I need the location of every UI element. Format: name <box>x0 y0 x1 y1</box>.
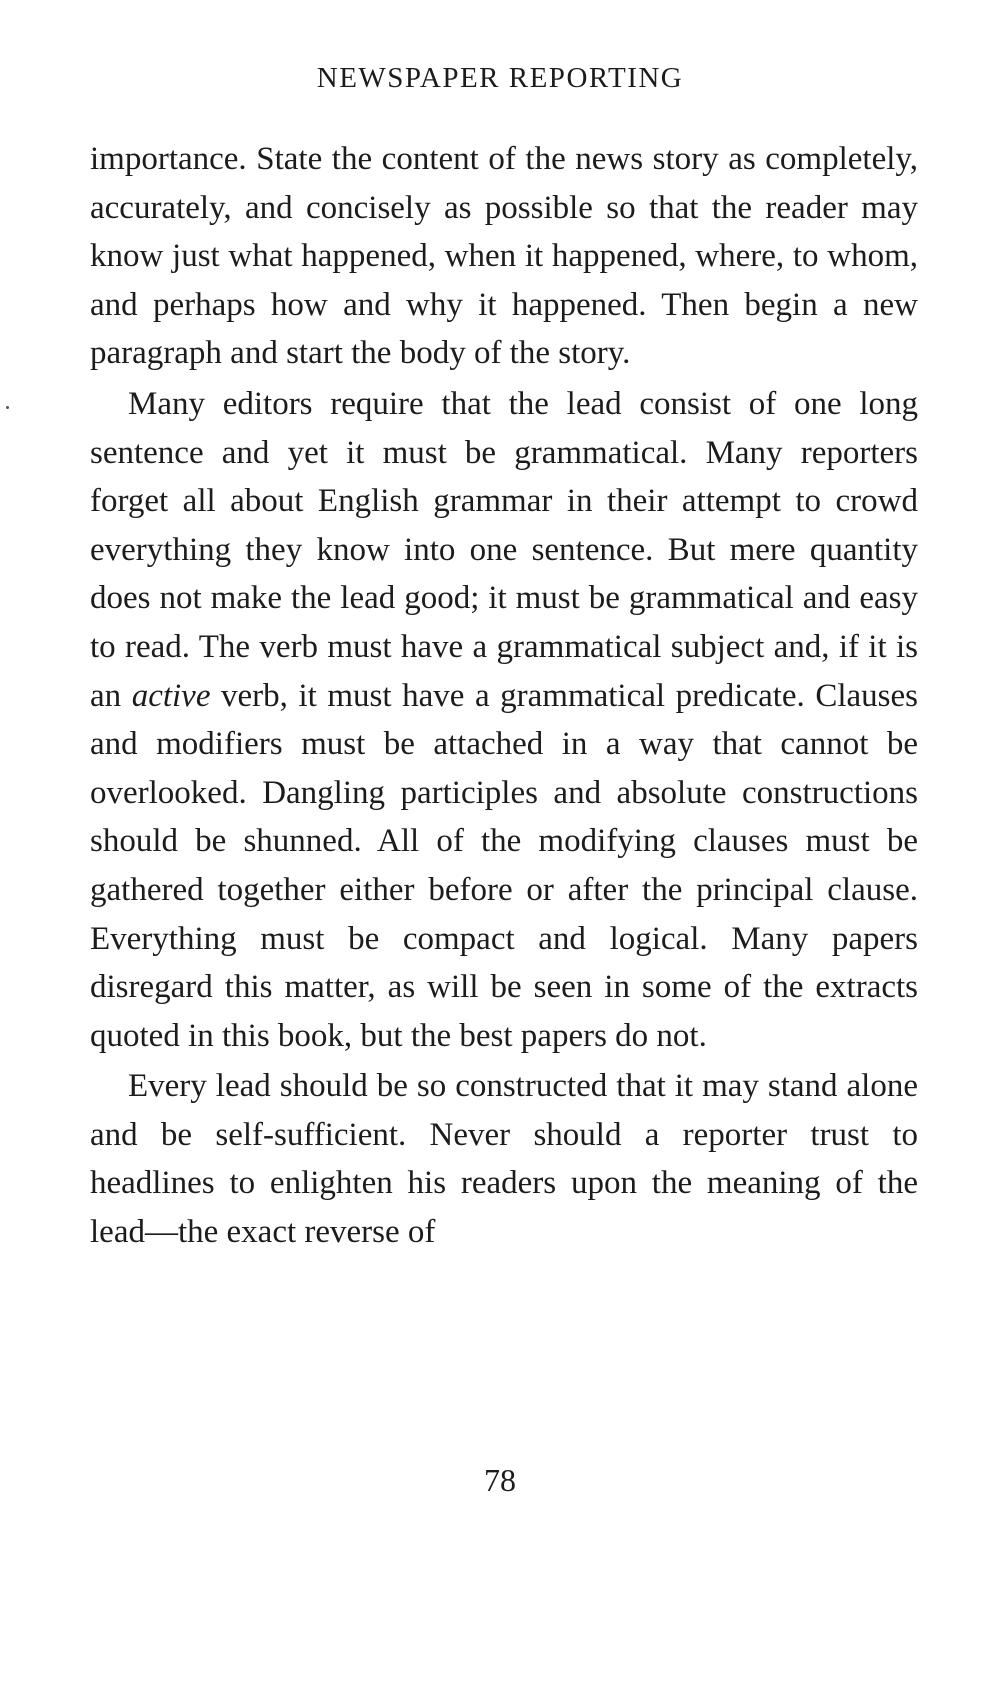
body-text <box>90 135 918 1257</box>
running-head: NEWSPAPER REPORTING <box>316 62 684 94</box>
italic-word: active <box>131 677 211 714</box>
paragraph-continuation: importance. State the content of the news story as completely, accurately, and concisely as possible so that the reader may know just what happened, when it happened, where, to whom, and perhaps how and why it happened. Then begin a new paragraph and start the body of the story. <box>90 141 918 372</box>
paragraph-text-after: verb, it must have a grammatical predicate. Clauses and modifiers must be attached in a way that cannot be overlooked. Dangling participles and absolute constructions should be shunned. All of the modifying clauses must be gathered together either before or after the principal clause. Everything must be compact and logical. Many papers disregard this matter, as will be seen in some of the extracts quoted in this book, but the best papers do not. <box>90 677 918 1054</box>
paragraph-self-sufficient-lead: Every lead should be so constructed that it may stand alone and be self-sufficient. Never should a reporter trust to headlines to enlighten his readers upon the meaning of the lead—the exact reverse of <box>90 1068 918 1251</box>
paragraph-lead-grammar <box>90 380 918 1060</box>
page-number: 78 <box>484 1462 516 1498</box>
paragraph-text-before: Many editors require that the lead consist of one long sentence and yet it must be grammatical. Many reporters forget all about English grammar in their attempt to crowd everything they know into one sentence. But mere quantity does not make the lead good; it must be grammatical and easy to read. The verb must have a grammatical subject and, if it is an <box>90 385 918 714</box>
margin-speck <box>6 406 9 409</box>
